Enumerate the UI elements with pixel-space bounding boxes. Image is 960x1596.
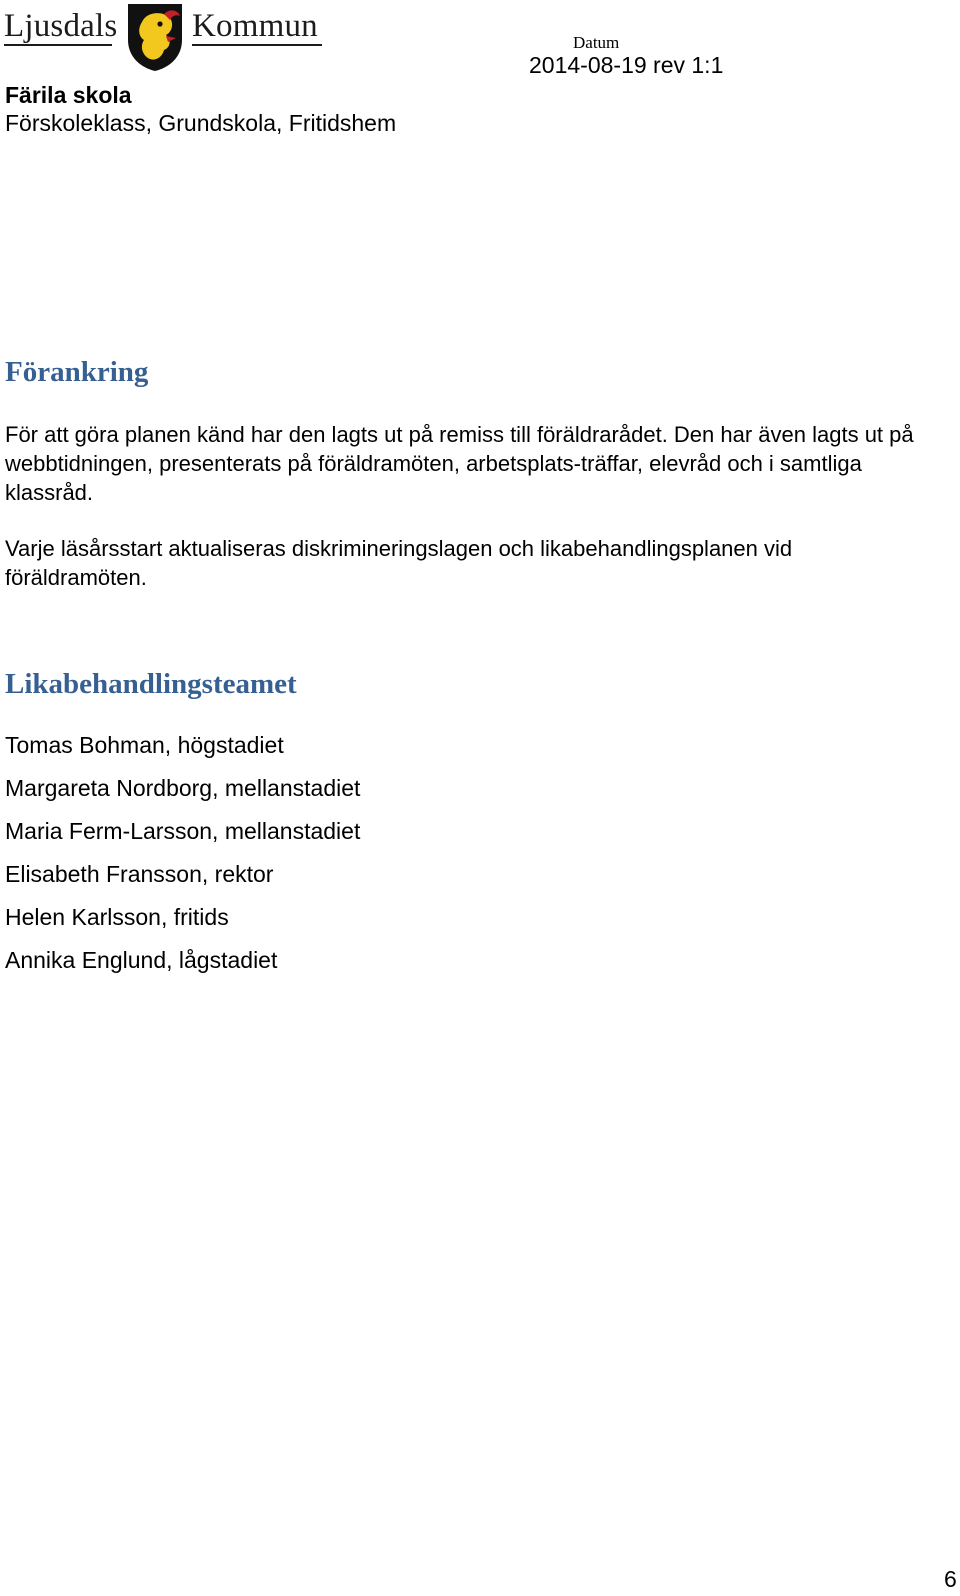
forankring-paragraph-2: Varje läsårsstart aktualiseras diskrimineringslagen och likabehandlingsplanen vid föräldramöten. — [5, 536, 793, 590]
logo-text-right: Kommun — [192, 8, 318, 44]
team-member: Annika Englund, lågstadiet — [5, 947, 278, 973]
section-heading-forankring: Förankring — [5, 356, 149, 388]
school-subtitle: Förskoleklass, Grundskola, Fritidshem — [5, 110, 397, 136]
school-name: Färila skola — [5, 82, 132, 108]
date-label: Datum — [573, 33, 620, 52]
team-member: Margareta Nordborg, mellanstadiet — [5, 775, 361, 801]
logo-underline-right — [192, 44, 322, 46]
team-member: Tomas Bohman, högstadiet — [5, 732, 284, 758]
date-value: 2014-08-19 rev 1:1 — [529, 52, 724, 78]
logo-underline-left — [4, 44, 112, 46]
section-heading-team: Likabehandlingsteamet — [5, 668, 297, 700]
logo-text-left: Ljusdals — [4, 8, 118, 44]
team-member: Helen Karlsson, fritids — [5, 904, 229, 930]
page-number: 6 — [944, 1566, 957, 1592]
team-member: Elisabeth Fransson, rektor — [5, 861, 274, 887]
team-member: Maria Ferm-Larsson, mellanstadiet — [5, 818, 361, 844]
forankring-paragraph-1: För att göra planen känd har den lagts ut på remiss till föräldrarådet. Den har även lagts ut på webbtidningen, presenterats på föräldramöten, arbetsplats-träffar, elevråd och i samtliga klassråd. — [5, 422, 914, 505]
coat-of-arms-icon — [126, 2, 184, 72]
